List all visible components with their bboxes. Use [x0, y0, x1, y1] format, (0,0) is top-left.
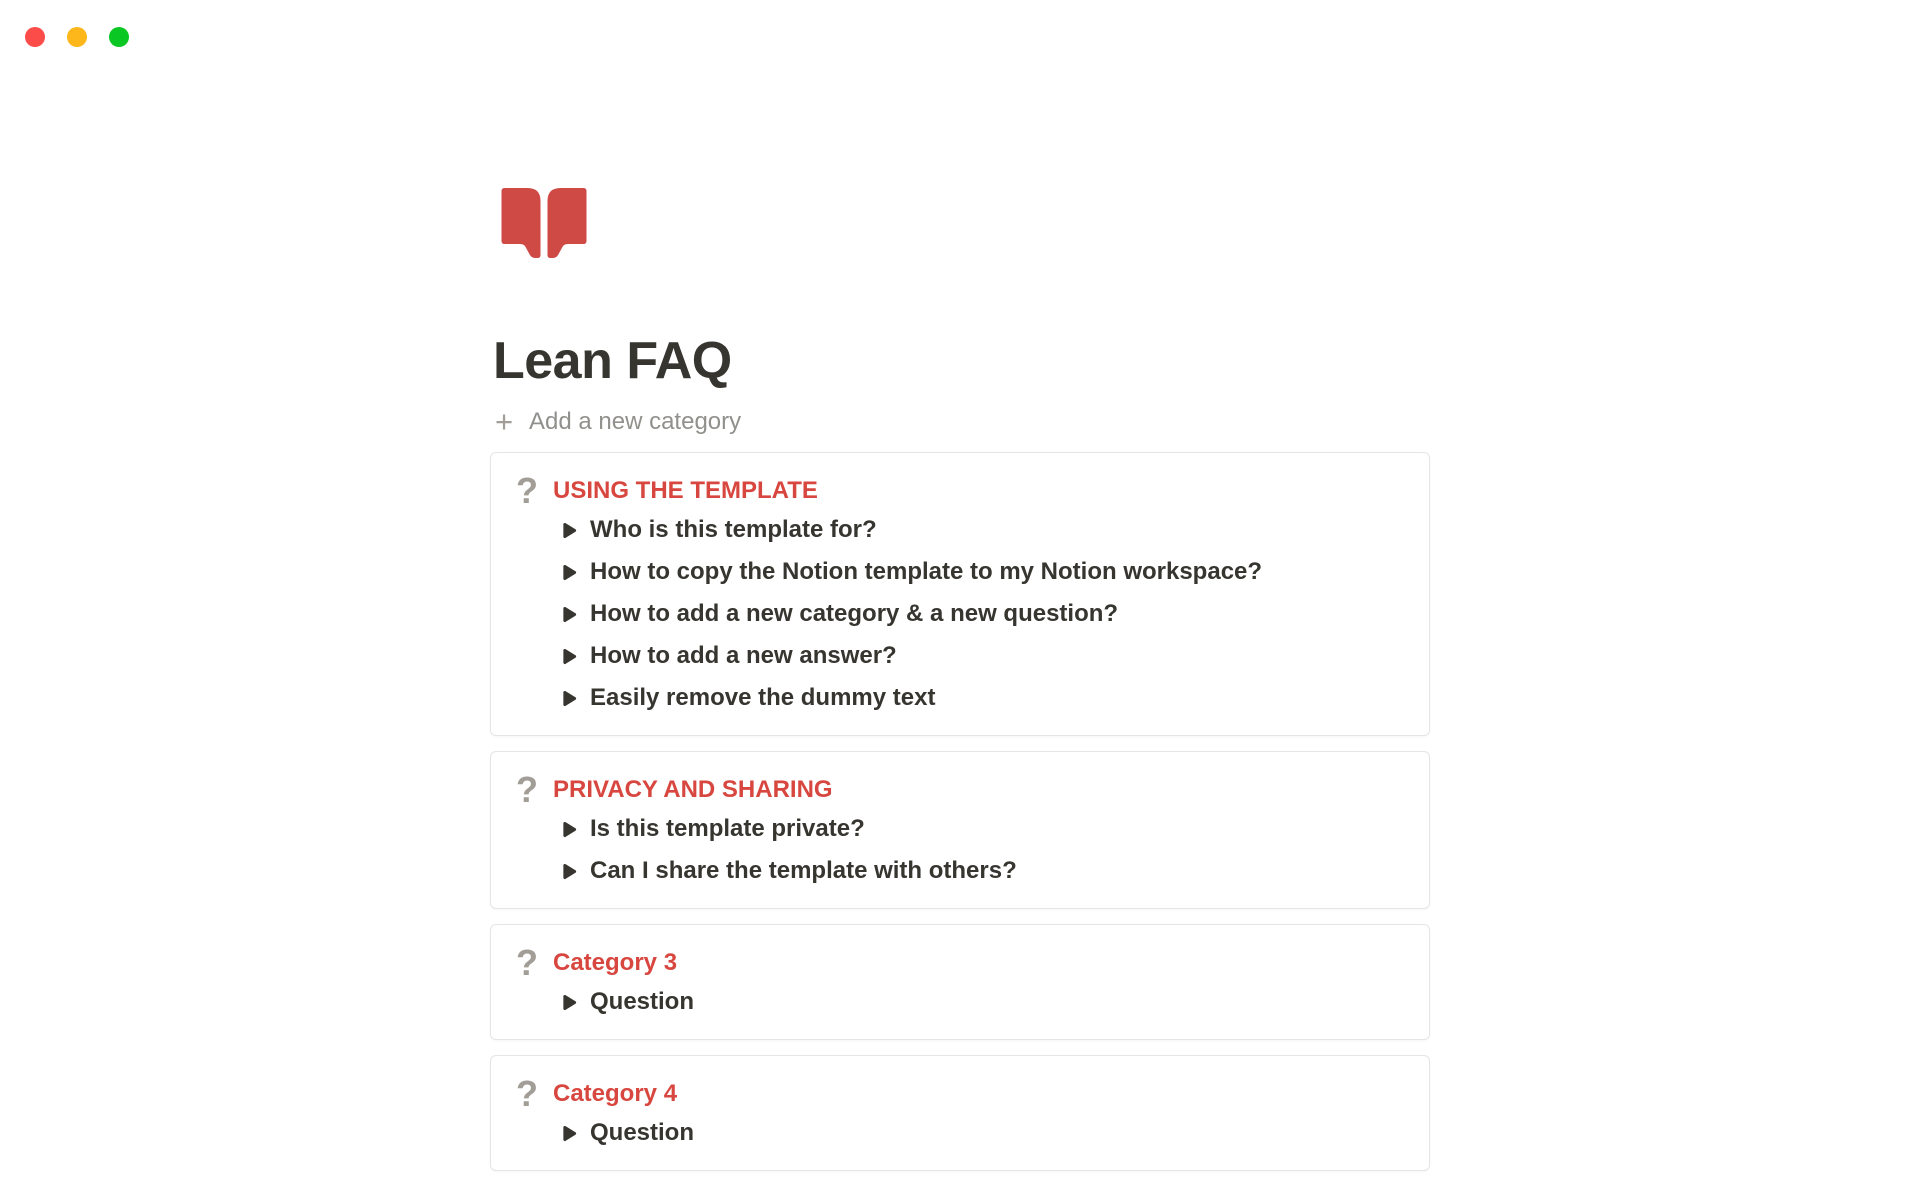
- category-title[interactable]: Category 4: [553, 1080, 678, 1107]
- category-title[interactable]: Category 3: [553, 949, 678, 976]
- faq-category-card[interactable]: [490, 751, 1430, 909]
- faq-category-card[interactable]: [490, 924, 1430, 1040]
- toggle-triangle-icon[interactable]: [561, 648, 578, 665]
- window-close-button[interactable]: [25, 27, 45, 47]
- question-text[interactable]: How to add a new category & a new question?: [590, 600, 1119, 627]
- add-category-label: Add a new category: [529, 408, 742, 435]
- question-toggle[interactable]: [491, 593, 1413, 635]
- category-header: [491, 769, 1413, 810]
- question-toggle[interactable]: [491, 551, 1413, 593]
- question-list: [491, 1112, 1413, 1154]
- toggle-triangle-icon[interactable]: [561, 863, 578, 880]
- add-category-button[interactable]: [495, 404, 741, 440]
- question-toggle[interactable]: [491, 850, 1413, 892]
- faq-card-list: [490, 452, 1430, 1171]
- question-text[interactable]: Is this template private?: [590, 815, 865, 842]
- toggle-triangle-icon[interactable]: [561, 522, 578, 539]
- plus-icon: +: [495, 404, 514, 439]
- question-list: [491, 808, 1413, 892]
- question-text[interactable]: Question: [590, 988, 695, 1015]
- category-title[interactable]: USING THE TEMPLATE: [553, 477, 818, 504]
- toggle-triangle-icon[interactable]: [561, 690, 578, 707]
- faq-category-card[interactable]: [490, 452, 1430, 736]
- question-toggle[interactable]: [491, 808, 1413, 850]
- page-title[interactable]: Lean FAQ: [493, 332, 732, 390]
- question-text[interactable]: How to add a new answer?: [590, 642, 897, 669]
- window-minimize-button[interactable]: [67, 27, 87, 47]
- question-mark-icon: ?: [516, 470, 538, 511]
- question-toggle[interactable]: [491, 509, 1413, 551]
- question-text[interactable]: How to copy the Notion template to my Notion workspace?: [590, 558, 1263, 585]
- toggle-triangle-icon[interactable]: [561, 994, 578, 1011]
- question-toggle[interactable]: [491, 981, 1413, 1023]
- category-header: [491, 470, 1413, 511]
- category-header: [491, 942, 1413, 983]
- window-zoom-button[interactable]: [109, 27, 129, 47]
- book-right-page: [548, 188, 587, 258]
- question-text[interactable]: Easily remove the dummy text: [590, 684, 936, 711]
- book-left-page: [502, 188, 541, 258]
- question-toggle[interactable]: [491, 677, 1413, 719]
- question-mark-icon: ?: [516, 1073, 538, 1114]
- window-controls: [25, 27, 129, 47]
- category-title[interactable]: PRIVACY AND SHARING: [553, 776, 833, 803]
- question-mark-icon: ?: [516, 769, 538, 810]
- question-mark-icon: ?: [516, 942, 538, 983]
- question-toggle[interactable]: [491, 1112, 1413, 1154]
- toggle-triangle-icon[interactable]: [561, 1125, 578, 1142]
- category-header: [491, 1073, 1413, 1114]
- question-text[interactable]: Who is this template for?: [590, 516, 877, 543]
- toggle-triangle-icon[interactable]: [561, 606, 578, 623]
- question-text[interactable]: Question: [590, 1119, 695, 1146]
- question-list: [491, 509, 1413, 719]
- open-book-icon[interactable]: [501, 188, 587, 258]
- question-toggle[interactable]: [491, 635, 1413, 677]
- question-list: [491, 981, 1413, 1023]
- faq-category-card[interactable]: [490, 1055, 1430, 1171]
- toggle-triangle-icon[interactable]: [561, 564, 578, 581]
- question-text[interactable]: Can I share the template with others?: [590, 857, 1017, 884]
- toggle-triangle-icon[interactable]: [561, 821, 578, 838]
